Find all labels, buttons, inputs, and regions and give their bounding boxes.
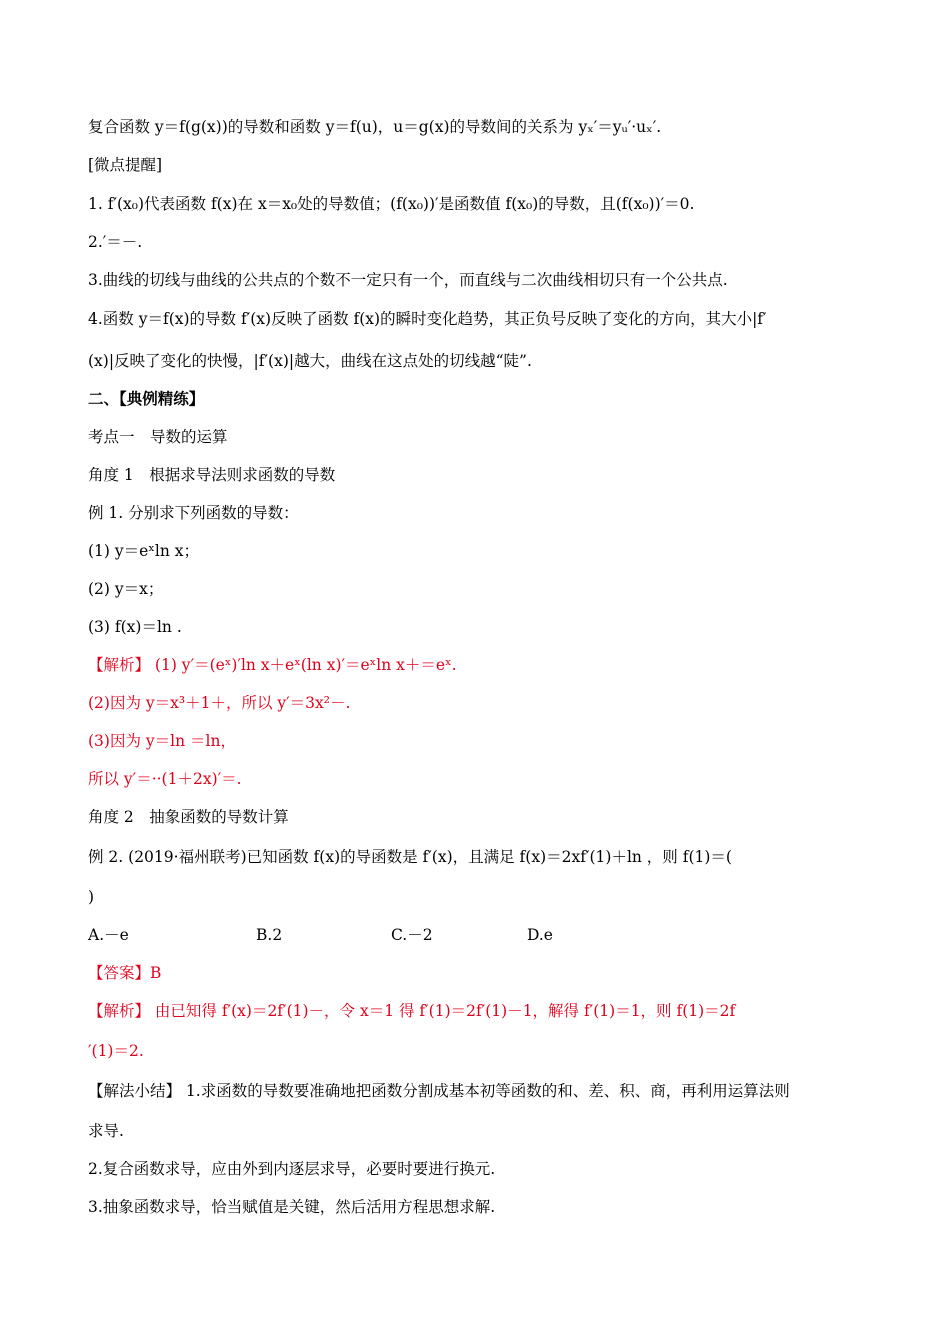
text-line: (2) y＝x； bbox=[88, 580, 164, 598]
solution-line: ′(1)＝2. bbox=[88, 1042, 144, 1060]
solution-line: 【解析】 由已知得 f′(x)＝2f′(1)－，令 x＝1 得 f′(1)＝2f′(1)－1，解得 f′(1)＝1，则 f(1)＝2f bbox=[88, 1002, 736, 1020]
text-line: 角度 1 根据求导法则求函数的导数 bbox=[88, 466, 336, 484]
text-line: (3) f(x)＝ln . bbox=[88, 618, 182, 636]
text-line: 3.抽象函数求导，恰当赋值是关键，然后活用方程思想求解. bbox=[88, 1198, 496, 1216]
text-line: 4.函数 y＝f(x)的导数 f′(x)反映了函数 f(x)的瞬时变化趋势，其正负号反映了变化的方向，其大小|f′ bbox=[88, 310, 767, 328]
choice-c: C.－2 bbox=[391, 926, 433, 944]
section-heading: 二、【典例精练】 bbox=[88, 389, 205, 408]
solution-line: 【解析】 (1) y′＝(eˣ)′ln x＋eˣ(ln x)′＝eˣln x＋＝eˣ. bbox=[88, 656, 457, 674]
text-line: 2.复合函数求导，应由外到内逐层求导，必要时要进行换元. bbox=[88, 1160, 496, 1178]
text-line: 【解法小结】 1.求函数的导数要准确地把函数分割成基本初等函数的和、差、积、商，再利用运算法则 bbox=[88, 1082, 790, 1100]
solution-line: (2)因为 y＝x³＋1＋，所以 y′＝3x²－. bbox=[88, 694, 351, 712]
text-line: 求导. bbox=[88, 1122, 124, 1140]
solution-line: (3)因为 y＝ln ＝ln， bbox=[88, 732, 236, 750]
text-line: 复合函数 y＝f(g(x))的导数和函数 y＝f(u)，u＝g(x)的导数间的关系为 yₓ′＝yᵤ′·uₓ′. bbox=[88, 118, 662, 136]
choice-a: A.－e bbox=[88, 926, 129, 944]
choice-d: D.e bbox=[527, 926, 553, 944]
text-line: [微点提醒] bbox=[88, 156, 163, 174]
text-line: (1) y＝eˣln x； bbox=[88, 542, 199, 560]
solution-line: 所以 y′＝··(1＋2x)′＝. bbox=[88, 770, 242, 788]
text-line: 角度 2 抽象函数的导数计算 bbox=[88, 808, 289, 826]
text-line: (x)|反映了变化的快慢，|f′(x)|越大，曲线在这点处的切线越“陡”. bbox=[88, 352, 532, 370]
choice-b: B.2 bbox=[256, 926, 283, 944]
text-line: 考点一 导数的运算 bbox=[88, 428, 228, 446]
text-line: 例 2. (2019·福州联考)已知函数 f(x)的导函数是 f′(x)，且满足 f(x)＝2xf′(1)＋ln ，则 f(1)＝( bbox=[88, 848, 732, 866]
text-line: 例 1. 分别求下列函数的导数： bbox=[88, 504, 299, 522]
text-line: 1. f′(x₀)代表函数 f(x)在 x＝x₀处的导数值；(f(x₀))′是函数值 f(x₀)的导数，且(f(x₀))′＝0. bbox=[88, 195, 695, 213]
answer-line: 【答案】B bbox=[88, 964, 162, 982]
text-line: 3.曲线的切线与曲线的公共点的个数不一定只有一个，而直线与二次曲线相切只有一个公共点. bbox=[88, 271, 728, 289]
text-line: 2.′＝－. bbox=[88, 233, 143, 251]
text-line: ) bbox=[88, 888, 95, 906]
